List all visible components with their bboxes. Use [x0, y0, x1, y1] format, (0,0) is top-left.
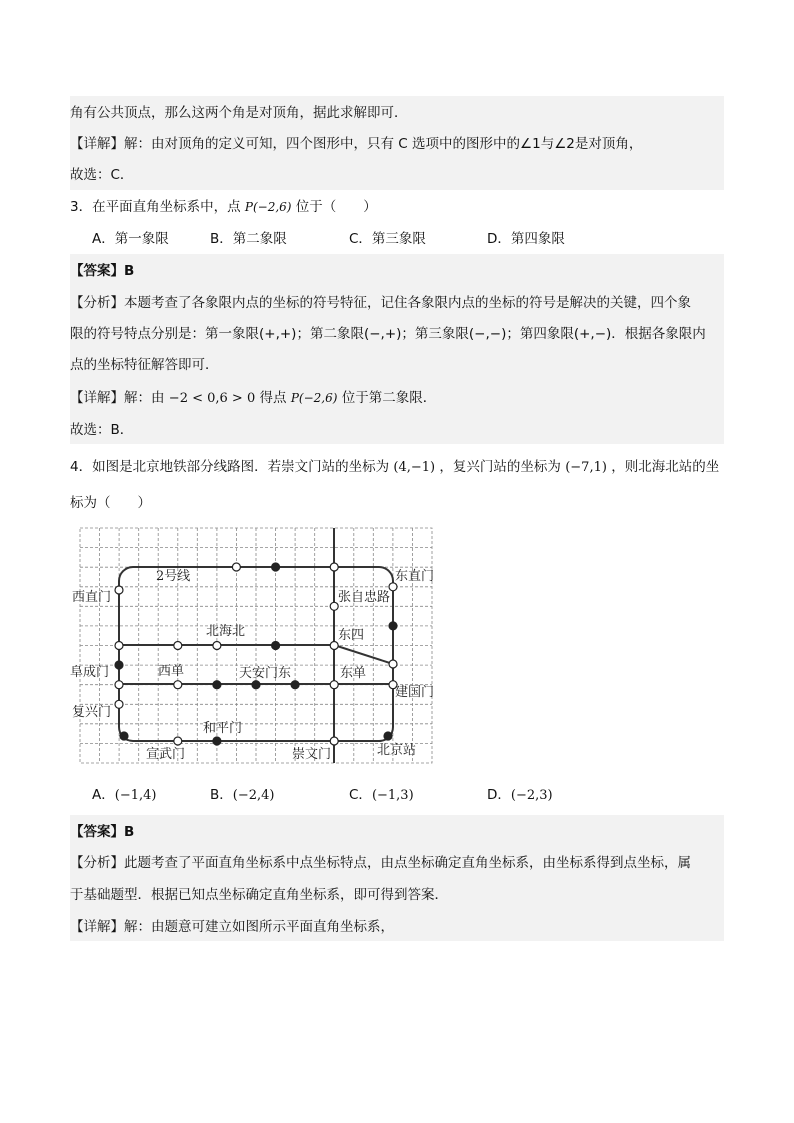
- q4-option-b-letter: B．: [210, 787, 233, 803]
- subway-map-figure: [66, 524, 446, 764]
- q4-option-c-value: (−1,3): [371, 788, 414, 803]
- label-dongzhimen: 东直门: [395, 569, 435, 584]
- prev-detail: 【详解】解：由对顶角的定义可知，四个图形中，只有 C 选项中的图形中的∠1与∠2是对顶角，: [70, 136, 643, 152]
- station-line1-3: [252, 681, 260, 689]
- q4-answer: 【答案】B: [70, 824, 135, 840]
- station-fuchengmen: [115, 661, 123, 669]
- q4-option-a: [92, 786, 156, 805]
- q3-analysis-1: 【分析】本题考查了各象限内点的坐标的符号特征，记住各象限内点的坐标的符号是解决的关键，四个象: [70, 295, 691, 311]
- q3-choose: 故选：B．: [70, 422, 134, 438]
- q3-detail-math: −2 < 0,6 > 0: [168, 391, 256, 406]
- q4-option-d: [487, 786, 553, 805]
- q4-stem-line-1: [70, 458, 719, 477]
- label-jianguomen: 建国门: [395, 685, 435, 700]
- station-zhangzizhonglu: [330, 602, 338, 610]
- q4-option-c-letter: C．: [349, 787, 372, 803]
- q3-stem-post: 位于（ ）: [295, 199, 377, 215]
- station-xizhimen: [115, 586, 123, 594]
- station-line1-2: [213, 681, 221, 689]
- q3-detail: [70, 389, 436, 408]
- q4-option-a-letter: A．: [92, 787, 115, 803]
- station-west-line1: [115, 681, 123, 689]
- label-xidan: 西单: [158, 664, 185, 679]
- q4-stem-c: ，则北海北站的坐: [611, 459, 720, 475]
- q4-option-b: [210, 786, 274, 805]
- station-top-2: [272, 563, 280, 571]
- q3-option-a: A．第一象限: [92, 231, 169, 247]
- q4-option-b-value: (−2,4): [232, 788, 275, 803]
- prev-choose: 故选：C．: [70, 167, 134, 183]
- label-line2: 2号线: [156, 569, 191, 584]
- label-chongwenmen: 崇文门: [292, 747, 332, 762]
- q4-coord-fuxingmen: (−7,1): [565, 460, 607, 475]
- q4-detail: 【详解】解：由题意可建立如图所示平面直角坐标系，: [70, 919, 394, 935]
- station-chongwenmen: [330, 737, 338, 745]
- station-dongzhimen: [389, 583, 397, 591]
- q4-analysis-2: 于基础题型．根据已知点坐标确定直角坐标系，即可得到答案．: [70, 887, 448, 903]
- line-6-east-segment: [334, 645, 393, 664]
- q3-detail-pre: 【详解】解：由: [70, 390, 165, 406]
- q3-option-b: B．第二象限: [210, 231, 287, 247]
- station-dongsi: [330, 642, 338, 650]
- station-hepingmen: [213, 737, 221, 745]
- q4-analysis-1: 【分析】此题考查了平面直角坐标系中点坐标特点，由点坐标确定直角坐标系，由坐标系得到点坐标，属: [70, 855, 691, 871]
- q4-stem-line-2: 标为（ ）: [70, 495, 151, 511]
- q4-option-d-value: (−2,3): [510, 788, 553, 803]
- prev-text-line-1: 角有公共顶点，那么这两个角是对顶角，据此求解即可．: [70, 105, 408, 121]
- q4-option-d-letter: D．: [487, 787, 511, 803]
- q4-coord-chongwenmen: (4,−1): [393, 460, 436, 475]
- station-fuxingmen: [115, 700, 123, 708]
- station-chaoyangmen: [389, 660, 397, 668]
- station-east-filled: [389, 622, 397, 630]
- station-xidan: [174, 681, 182, 689]
- station-sw-corner: [120, 732, 128, 740]
- q3-analysis-2: 限的符号特点分别是：第一象限(+,+)；第二象限(−,+)；第三象限(−,−)；第四象限(+,−)．根据各象限内: [70, 326, 706, 342]
- q3-stem-pre: 3．在平面直角坐标系中，点: [70, 199, 241, 215]
- station-top-1: [232, 563, 240, 571]
- label-beihaibei: 北海北: [206, 624, 246, 639]
- station-beijingzhan: [384, 732, 392, 740]
- station-dongdan: [330, 681, 338, 689]
- label-dongsi: 东四: [338, 628, 365, 643]
- label-beijingzhan: 北京站: [377, 743, 417, 758]
- q3-detail-post: 位于第二象限．: [341, 390, 437, 406]
- q3-option-c: C．第三象限: [349, 231, 426, 247]
- q3-solution-block: [70, 254, 724, 444]
- station-line6-3: [272, 642, 280, 650]
- q3-analysis-3: 点的坐标特征解答即可．: [70, 357, 219, 373]
- station-beihaibei: [213, 642, 221, 650]
- label-zhangzizhonglu: 张自忠路: [338, 590, 391, 605]
- label-tiananmendong: 天安门东: [239, 666, 292, 681]
- station-tiananmendong: [291, 681, 299, 689]
- station-xuanwumen: [174, 737, 182, 745]
- label-fuxingmen: 复兴门: [72, 705, 112, 720]
- q4-option-a-value: (−1,4): [114, 788, 157, 803]
- label-fuchengmen: 阜成门: [70, 665, 110, 680]
- label-xizhimen: 西直门: [72, 590, 112, 605]
- q4-option-c: [349, 786, 414, 805]
- q3-point: P(−2,6): [244, 200, 292, 214]
- label-dongdan: 东单: [340, 666, 367, 681]
- label-hepingmen: 和平门: [203, 721, 243, 736]
- q3-detail-point: P(−2,6): [290, 391, 338, 405]
- q3-detail-mid: 得点: [259, 390, 287, 406]
- q4-stem-b: ，复兴门站的坐标为: [439, 459, 561, 475]
- q3-option-d: D．第四象限: [487, 231, 565, 247]
- station-top-3: [330, 563, 338, 571]
- q3-answer: 【答案】B: [70, 263, 135, 279]
- q3-stem: [70, 198, 377, 216]
- station-west-line6: [115, 642, 123, 650]
- label-xuanwumen: 宣武门: [146, 747, 186, 762]
- q4-stem-a: 4．如图是北京地铁部分线路图．若崇文门站的坐标为: [70, 459, 390, 475]
- station-line6-1: [174, 642, 182, 650]
